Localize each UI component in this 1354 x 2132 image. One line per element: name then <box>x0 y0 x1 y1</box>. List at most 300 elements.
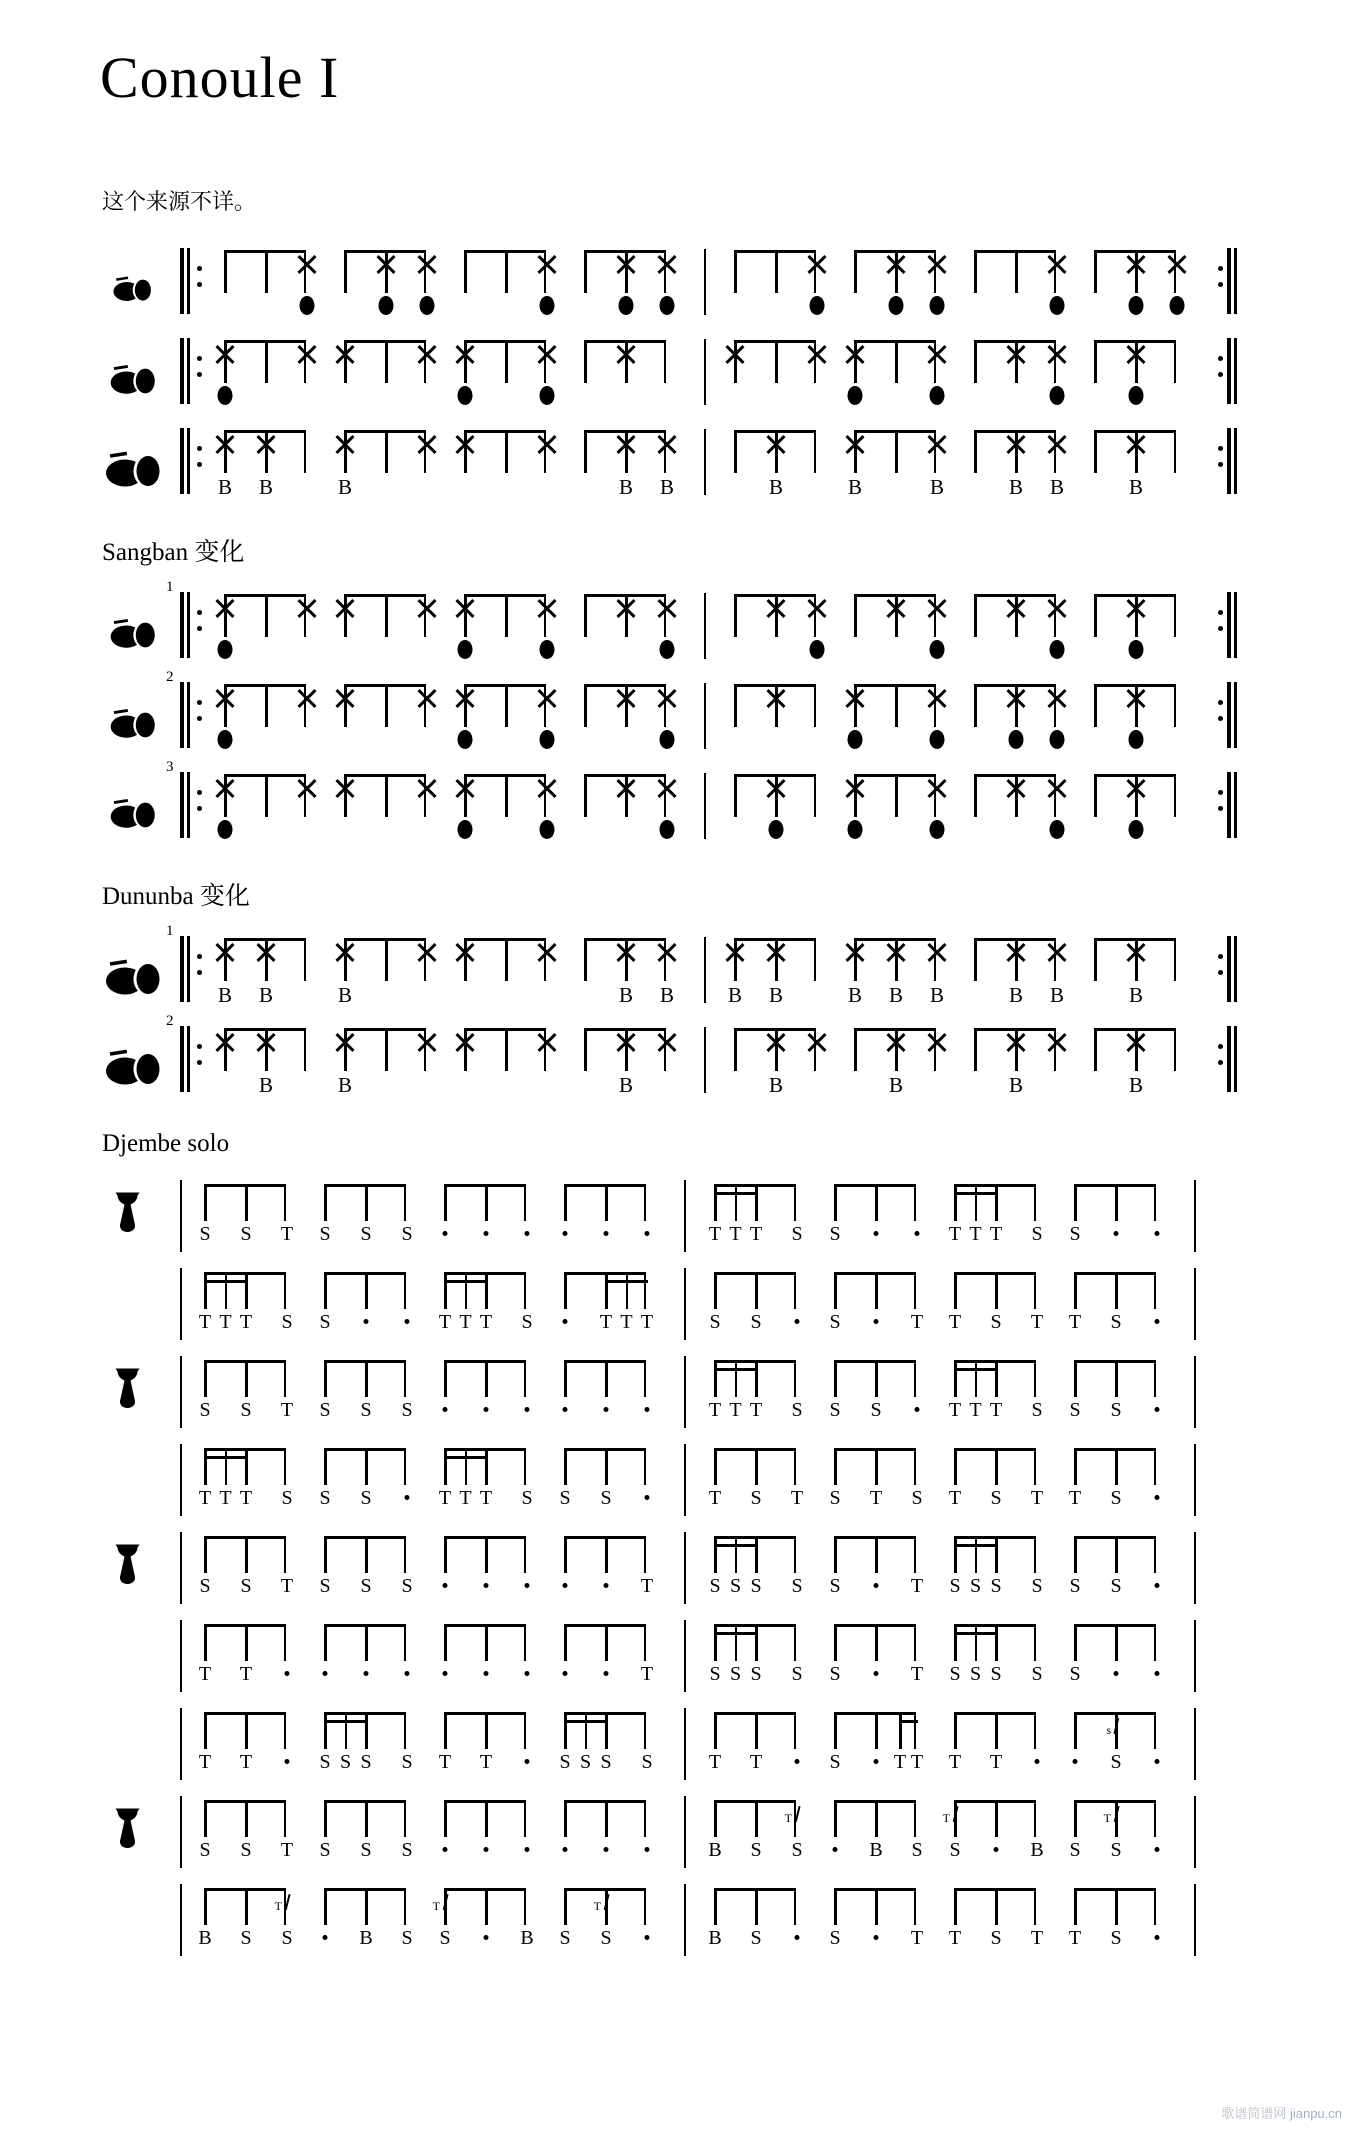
stroke-letter: S <box>729 1575 742 1597</box>
stem <box>975 1363 978 1397</box>
repeat-end-barline <box>1214 682 1240 748</box>
stroke-letter: S <box>829 1663 841 1685</box>
stem <box>524 1451 527 1485</box>
stem <box>914 1187 917 1221</box>
stem <box>485 1363 488 1397</box>
rest-dot <box>563 1231 568 1236</box>
stroke-letter: B <box>1030 1839 1044 1861</box>
grace-note: T <box>593 1899 601 1913</box>
drum-stroke-dot <box>540 296 555 315</box>
barline <box>1234 248 1238 314</box>
repeat-start-barline <box>180 1026 206 1092</box>
beat-group <box>319 1360 413 1427</box>
stem <box>505 253 508 293</box>
beat-group <box>584 774 666 847</box>
stroke-letter: S <box>829 1927 841 1949</box>
bell-x-mark <box>295 598 319 618</box>
stem <box>974 777 977 817</box>
stroke-letter: S <box>791 1663 803 1685</box>
beat-group <box>974 774 1056 847</box>
stem <box>735 1363 738 1397</box>
bell-x-mark <box>535 688 559 708</box>
stroke-letter: T <box>948 1399 962 1421</box>
stem <box>444 1451 447 1485</box>
rest-dot <box>795 1759 800 1764</box>
stem <box>324 1627 327 1661</box>
stem <box>644 1363 647 1397</box>
notation-line <box>100 1272 1324 1338</box>
stroke-letter: S <box>1069 1663 1081 1685</box>
stroke-letter: T <box>219 1487 232 1509</box>
rest-dot <box>405 1495 410 1500</box>
beat-group <box>464 1028 546 1101</box>
stroke-letter: S <box>319 1311 331 1333</box>
stem <box>664 343 667 383</box>
stroke-letter: T <box>438 1487 452 1509</box>
bell-x-mark <box>655 942 679 962</box>
beat-group <box>829 1624 924 1691</box>
stroke-letter: T <box>479 1751 493 1773</box>
bell-x-mark <box>415 598 439 618</box>
stem <box>755 1451 758 1485</box>
half-measure <box>709 1536 1194 1603</box>
stroke-letter: T <box>1030 1487 1044 1509</box>
bell-x-mark <box>254 434 278 454</box>
stem <box>324 1363 327 1397</box>
beat-group <box>438 1448 533 1515</box>
stroke-letter: S <box>240 1223 252 1245</box>
stroke-letter: S <box>1069 1575 1081 1597</box>
stroke-letter: T <box>438 1311 452 1333</box>
stem <box>914 1363 917 1397</box>
stem <box>204 1891 207 1925</box>
bell-x-mark <box>333 778 357 798</box>
bell-x-mark <box>925 434 949 454</box>
drum-stroke-dot <box>848 730 863 749</box>
stem <box>1115 1891 1118 1925</box>
source-note: 这个来源不详。 <box>102 189 257 214</box>
stem <box>954 1539 957 1573</box>
stem <box>1074 1803 1077 1837</box>
dunun-drum-icon <box>109 706 156 739</box>
bell-x-mark <box>1045 942 1069 962</box>
stroke-letter: S <box>1110 1839 1122 1861</box>
stroke-letter: T <box>280 1839 294 1861</box>
barline <box>1234 428 1238 494</box>
stem <box>914 1803 917 1837</box>
stem <box>775 343 778 383</box>
barline <box>187 338 191 404</box>
stroke-letter: S <box>990 1311 1002 1333</box>
stroke-letter: S <box>791 1575 803 1597</box>
half-measure <box>224 594 704 667</box>
stroke-letter: S <box>360 1751 372 1773</box>
beat-group <box>198 1448 293 1515</box>
stroke-letter: T <box>239 1751 253 1773</box>
stem <box>284 1803 287 1837</box>
beat-group <box>734 774 816 847</box>
start-barline <box>180 1620 182 1692</box>
stem <box>995 1363 998 1397</box>
stem <box>1154 1803 1157 1837</box>
stem <box>1174 433 1177 473</box>
repeat-start-barline <box>180 248 206 314</box>
stem <box>1074 1363 1077 1397</box>
drum-stroke-dot <box>218 730 233 749</box>
stroke-letter: S <box>401 1575 413 1597</box>
stem <box>404 1803 407 1837</box>
beat-group <box>1069 1624 1156 1691</box>
stem <box>1074 1715 1077 1749</box>
stroke-letter: S <box>949 1663 961 1685</box>
half-measure <box>198 1624 684 1691</box>
stem <box>485 1803 488 1837</box>
stem <box>1034 1891 1037 1925</box>
icon-spacer <box>100 1888 180 1954</box>
stem <box>385 687 388 727</box>
bell-x-mark <box>655 254 679 274</box>
stroke-letter: S <box>911 1839 923 1861</box>
beat-group <box>344 340 426 413</box>
stem <box>404 1891 407 1925</box>
bell-x-mark <box>535 598 559 618</box>
drum-stroke-dot <box>619 296 634 315</box>
beat-group <box>344 250 426 323</box>
barline <box>187 936 191 1002</box>
beat-group <box>829 1360 916 1427</box>
rest-dot <box>645 1847 650 1852</box>
stem <box>714 1539 717 1573</box>
stem <box>1074 1891 1077 1925</box>
stem <box>265 597 268 637</box>
beat-group <box>444 1624 526 1691</box>
stem <box>714 1715 717 1749</box>
stem <box>714 1627 717 1661</box>
repeat-end-barline <box>1214 1026 1240 1092</box>
half-measure <box>224 340 704 413</box>
beat-group <box>224 1028 306 1101</box>
stem <box>1034 1539 1037 1573</box>
stem <box>794 1363 797 1397</box>
rest-dot <box>645 1495 650 1500</box>
bell-x-mark <box>333 688 357 708</box>
barline <box>180 428 184 494</box>
middle-barline <box>704 1027 706 1093</box>
bell-x-mark <box>614 254 638 274</box>
watermark <box>1221 2103 1342 2122</box>
beat-group <box>224 594 306 667</box>
stem <box>995 1275 998 1309</box>
stem <box>1154 1715 1157 1749</box>
beat-group <box>337 430 426 503</box>
bass-letter: B <box>1049 475 1065 499</box>
bass-letter: B <box>888 983 904 1007</box>
grace-note: T <box>942 1811 950 1825</box>
stem <box>365 1627 368 1661</box>
grace-note: T <box>432 1899 440 1913</box>
rest-dot <box>874 1231 879 1236</box>
stroke-letter: T <box>438 1751 452 1773</box>
drum-stroke-dot <box>930 296 945 315</box>
beat-group <box>1094 594 1176 667</box>
stem <box>834 1187 837 1221</box>
stem <box>875 1627 878 1661</box>
barline <box>180 338 184 404</box>
beat-group <box>217 938 306 1011</box>
stroke-letter: S <box>709 1663 721 1685</box>
beat-group <box>734 1028 816 1101</box>
repeat-start-barline <box>180 592 206 658</box>
rest-dot <box>1155 1935 1160 1940</box>
drum-stroke-dot <box>769 820 784 839</box>
stroke-letter: S <box>360 1487 372 1509</box>
stroke-letter: S <box>521 1311 533 1333</box>
start-barline <box>180 1884 182 1956</box>
beat-group <box>344 684 426 757</box>
repeat-dots <box>197 682 202 748</box>
stem <box>365 1275 368 1309</box>
bell-x-mark <box>805 1032 829 1052</box>
repeat-dots <box>197 592 202 658</box>
stroke-letter: S <box>750 1663 762 1685</box>
dunun-drum-icon <box>100 430 180 496</box>
stem <box>485 1715 488 1749</box>
bell-x-mark <box>1165 254 1189 274</box>
grace-note: s <box>1106 1723 1111 1737</box>
stem <box>1115 1627 1118 1661</box>
stroke-letter: S <box>281 1927 293 1949</box>
beat-group <box>727 938 816 1011</box>
dunun-drum-icon <box>100 938 180 1004</box>
beat-group <box>564 1800 646 1867</box>
stroke-letter: S <box>559 1487 571 1509</box>
stem <box>714 1451 717 1485</box>
beat-group <box>199 1184 294 1251</box>
half-measure <box>217 430 704 503</box>
bell-x-mark <box>415 254 439 274</box>
middle-barline <box>684 1532 686 1604</box>
stem <box>914 1451 917 1485</box>
stem <box>814 777 817 817</box>
beat-group <box>199 1800 294 1867</box>
drum-stroke-dot <box>1129 640 1144 659</box>
stroke-letter: T <box>1068 1487 1082 1509</box>
beat-group <box>584 594 666 667</box>
bell-x-mark <box>254 942 278 962</box>
repeat-dots <box>197 338 202 404</box>
stroke-letter: T <box>239 1311 253 1333</box>
rest-dot <box>364 1319 369 1324</box>
stem <box>564 1187 567 1221</box>
stem <box>284 1539 287 1573</box>
bell-x-mark <box>1004 778 1028 798</box>
dunun-drum-icon <box>112 274 152 302</box>
watermark-url: jianpu.cn <box>1289 2106 1342 2121</box>
bell-x-mark <box>415 778 439 798</box>
stem <box>644 1187 647 1221</box>
stem <box>954 1891 957 1925</box>
bell-x-mark <box>655 434 679 454</box>
stem <box>1015 253 1018 293</box>
beat-group <box>319 1272 406 1339</box>
half-measure <box>734 594 1214 667</box>
stem <box>954 1715 957 1749</box>
rest-dot <box>604 1671 609 1676</box>
stem <box>975 1627 978 1661</box>
bell-x-mark <box>655 1032 679 1052</box>
repeat-end-barline <box>1214 338 1240 404</box>
stroke-letter: S <box>360 1399 372 1421</box>
end-barline <box>1194 1884 1196 1956</box>
stroke-letter: S <box>829 1223 841 1245</box>
stem <box>1074 1627 1077 1661</box>
rest-dot <box>645 1935 650 1940</box>
stem <box>755 1803 758 1837</box>
bell-x-mark <box>1124 254 1148 274</box>
stem <box>404 1275 407 1309</box>
stroke-letter: T <box>640 1311 654 1333</box>
rest-dot <box>795 1935 800 1940</box>
drum-stroke-dot <box>1129 820 1144 839</box>
middle-barline <box>684 1444 686 1516</box>
half-measure <box>708 1184 1194 1251</box>
beat-group <box>198 1624 286 1691</box>
barline <box>1227 428 1231 494</box>
stroke-letter: S <box>401 1399 413 1421</box>
stroke-letter: T <box>1030 1927 1044 1949</box>
stem <box>245 1451 248 1485</box>
bell-x-mark <box>655 598 679 618</box>
stem <box>324 1891 327 1925</box>
bass-letter: B <box>337 475 353 499</box>
stem <box>265 343 268 383</box>
stem <box>1154 1275 1157 1309</box>
beat-group <box>734 430 816 503</box>
rest-dot <box>525 1583 530 1588</box>
drum-stroke-dot <box>540 820 555 839</box>
stem <box>914 1715 917 1749</box>
stem <box>284 1627 287 1661</box>
stem <box>605 1363 608 1397</box>
stem <box>735 1627 738 1661</box>
rest-dot <box>874 1319 879 1324</box>
stem <box>465 1451 468 1485</box>
stem <box>1074 1275 1077 1309</box>
start-barline <box>180 1796 182 1868</box>
beat-group <box>847 430 945 503</box>
stem <box>854 597 857 637</box>
half-measure <box>708 1448 1194 1515</box>
stroke-letter: S <box>600 1751 612 1773</box>
rest-dot <box>994 1847 999 1852</box>
icon-spacer <box>100 1624 180 1690</box>
stroke-letter: T <box>969 1223 982 1245</box>
bell-x-mark <box>884 942 908 962</box>
stem <box>755 1891 758 1925</box>
half-measure <box>709 1272 1194 1339</box>
stem <box>1174 343 1177 383</box>
beat-group <box>734 340 816 413</box>
stem <box>324 1187 327 1221</box>
stem <box>974 343 977 383</box>
bell-x-mark <box>614 1032 638 1052</box>
stroke-letter: T <box>910 1663 924 1685</box>
stem <box>974 597 977 637</box>
middle-barline <box>684 1884 686 1956</box>
stem <box>1094 777 1097 817</box>
beat-group <box>199 1360 294 1427</box>
stem <box>914 1627 917 1661</box>
repeat-dots <box>1218 592 1223 658</box>
bell-x-mark <box>213 688 237 708</box>
repeat-dots <box>1218 682 1223 748</box>
bell-x-mark <box>453 598 477 618</box>
bell-x-mark <box>1045 254 1069 274</box>
bell-x-mark <box>764 598 788 618</box>
drum-stroke-dot <box>848 820 863 839</box>
stem <box>714 1275 717 1309</box>
stem <box>755 1715 758 1749</box>
stroke-letter: S <box>1031 1223 1043 1245</box>
stem <box>605 1803 608 1837</box>
rest-dot <box>484 1935 489 1940</box>
stem <box>404 1363 407 1397</box>
repeat-dots <box>197 772 202 838</box>
stem <box>1034 1627 1037 1661</box>
stem <box>505 597 508 637</box>
stem <box>365 1451 368 1485</box>
stem <box>814 433 817 473</box>
stroke-letter: S <box>990 1927 1002 1949</box>
stem <box>1074 1187 1077 1221</box>
beat-group <box>464 774 546 847</box>
bass-letter: B <box>847 475 863 499</box>
middle-barline <box>704 683 706 749</box>
stem <box>505 777 508 817</box>
stem <box>995 1539 998 1573</box>
stem <box>755 1363 758 1397</box>
stem <box>485 1187 488 1221</box>
bell-x-mark <box>213 1032 237 1052</box>
stem <box>245 1627 248 1661</box>
stem <box>605 1539 608 1573</box>
beat-group <box>974 594 1056 667</box>
stem <box>344 253 347 293</box>
end-barline <box>1194 1796 1196 1868</box>
notation-line <box>100 923 1324 1010</box>
rest-dot <box>525 1407 530 1412</box>
stem <box>974 1031 977 1071</box>
beat-group <box>559 1712 653 1779</box>
beat-group <box>1094 250 1176 323</box>
bell-x-mark <box>254 1032 278 1052</box>
stroke-letter: T <box>459 1487 472 1509</box>
beat-group <box>319 1184 413 1251</box>
drum-stroke-dot <box>1129 296 1144 315</box>
stroke-letter: S <box>1110 1399 1122 1421</box>
stem <box>814 687 817 727</box>
drum-stroke-dot <box>458 386 473 405</box>
stem <box>584 777 587 817</box>
stroke-letter: S <box>240 1399 252 1421</box>
stem <box>794 1715 797 1749</box>
rest-dot <box>1114 1231 1119 1236</box>
stroke-letter: S <box>319 1223 331 1245</box>
stroke-letter: T <box>599 1311 613 1333</box>
half-measure <box>708 1888 1194 1955</box>
icon-spacer <box>100 1712 180 1778</box>
stroke-letter: S <box>199 1223 211 1245</box>
